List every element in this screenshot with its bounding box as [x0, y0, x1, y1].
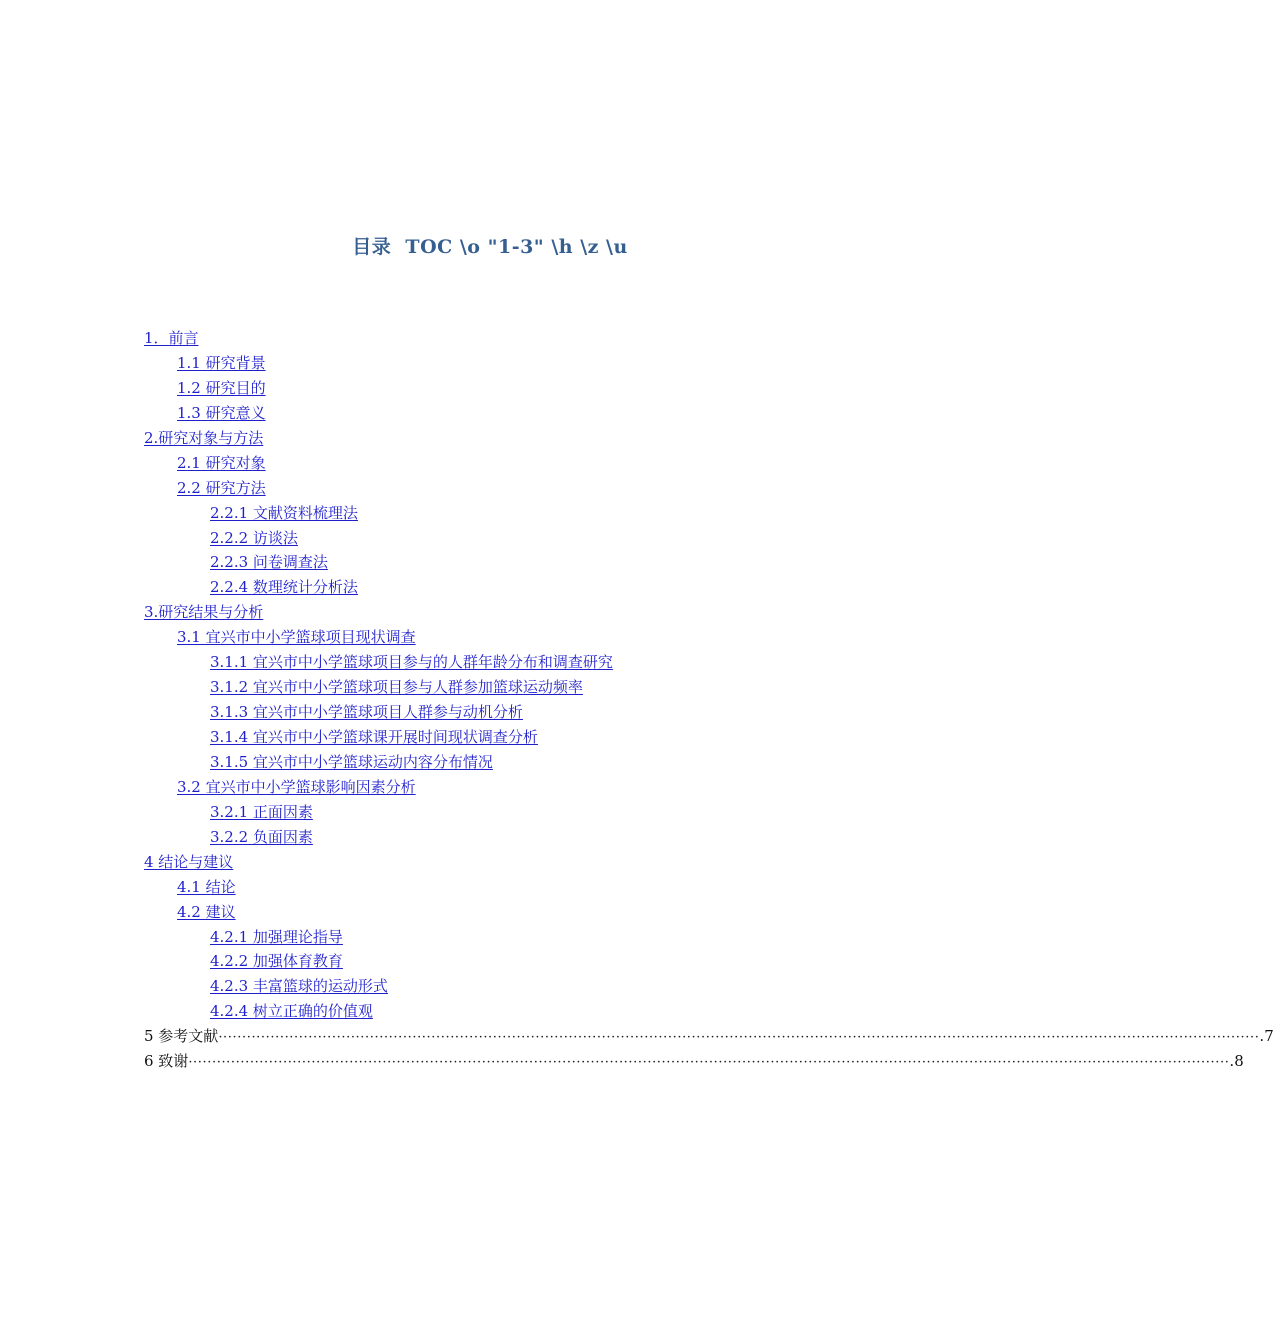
toc-entry[interactable] [144, 326, 806, 351]
toc-entry[interactable] [144, 900, 806, 925]
toc-entry-link[interactable]: 3.1.5 宜兴市中小学篮球运动内容分布情况 [210, 752, 493, 771]
toc-entry-link[interactable]: 3.1.2 宜兴市中小学篮球项目参与人群参加篮球运动频率 [210, 678, 583, 697]
toc-entry[interactable] [144, 575, 806, 600]
toc-entry-link[interactable]: 2.2 研究方法 [177, 478, 266, 497]
toc-entry-row [144, 1049, 1244, 1075]
toc-entry[interactable] [144, 600, 806, 625]
toc-entry[interactable] [144, 999, 806, 1024]
dot-leader: ···························································································································································································································· [218, 1030, 1260, 1046]
toc-entry-link[interactable]: 2.2.2 访谈法 [210, 528, 298, 547]
toc-entry-link[interactable]: 4 结论与建议 [144, 852, 234, 871]
toc-entry-link[interactable]: 4.1 结论 [177, 877, 236, 896]
toc-entry[interactable] [144, 650, 806, 675]
toc-entry[interactable] [144, 476, 806, 501]
toc-entry[interactable] [144, 974, 806, 999]
toc-entry[interactable] [144, 725, 806, 750]
toc-entry-link[interactable]: 4.2.2 加强体育教育 [210, 952, 343, 971]
toc-entry-link[interactable]: 3.2.2 负面因素 [210, 827, 313, 846]
toc-entry[interactable] [144, 875, 806, 900]
toc-entry[interactable] [144, 426, 806, 451]
toc-entry[interactable] [144, 949, 806, 974]
toc-page-number: .7 [1259, 1027, 1274, 1046]
toc-entry-link[interactable]: 1.2 研究目的 [177, 378, 266, 397]
toc-entry[interactable] [144, 825, 806, 850]
toc-entry-link[interactable]: 4.2.3 丰富篮球的运动形式 [210, 977, 388, 996]
toc-entry-link[interactable]: 1.3 研究意义 [177, 403, 266, 422]
toc-entry [144, 1024, 1274, 1049]
toc-entry[interactable] [144, 775, 806, 800]
toc-entry[interactable] [144, 625, 806, 650]
toc-entry[interactable] [144, 526, 806, 551]
table-of-contents [144, 326, 1274, 1074]
toc-entry-link[interactable]: 2.1 研究对象 [177, 453, 266, 472]
toc-entry-label: 5 参考文献 [144, 1027, 219, 1046]
toc-entry-link[interactable]: 4.2 建议 [177, 902, 236, 921]
dot-leader: ···························································································································································································································· [188, 1055, 1230, 1071]
toc-entry-link[interactable]: 3.研究结果与分析 [144, 603, 264, 622]
toc-entry[interactable] [144, 351, 806, 376]
toc-entry[interactable] [144, 675, 806, 700]
toc-entry[interactable] [144, 700, 806, 725]
toc-entry-link[interactable]: 2.2.1 文献资料梳理法 [210, 503, 358, 522]
toc-entry-link[interactable]: 3.1 宜兴市中小学篮球项目现状调查 [177, 628, 416, 647]
toc-entry-link[interactable]: 3.2 宜兴市中小学篮球影响因素分析 [177, 777, 416, 796]
toc-entry-link[interactable]: 3.1.1 宜兴市中小学篮球项目参与的人群年龄分布和调查研究 [210, 653, 613, 672]
toc-entry-link[interactable]: 4.2.4 树立正确的价值观 [210, 1002, 373, 1021]
toc-entry-link[interactable]: 3.2.1 正面因素 [210, 802, 313, 821]
toc-page-number: .8 [1229, 1052, 1244, 1071]
toc-entry-link[interactable]: 1.1 研究背景 [177, 353, 266, 372]
toc-entry[interactable] [144, 401, 806, 426]
toc-entry-link[interactable]: 2.研究对象与方法 [144, 428, 264, 447]
toc-entry[interactable] [144, 750, 806, 775]
toc-entry[interactable] [144, 550, 806, 575]
toc-entry-label: 6 致谢 [144, 1052, 189, 1071]
toc-entry[interactable] [144, 925, 806, 950]
toc-title: 目录 TOC \o "1-3" \h \z \u [352, 236, 628, 258]
toc-entry[interactable] [144, 501, 806, 526]
toc-entry[interactable] [144, 376, 806, 401]
toc-entry-link[interactable]: 2.2.4 数理统计分析法 [210, 578, 358, 597]
toc-entry[interactable] [144, 800, 806, 825]
toc-entry-link[interactable]: 3.1.3 宜兴市中小学篮球项目人群参与动机分析 [210, 703, 523, 722]
toc-entry-row [144, 1024, 1274, 1050]
toc-entry-link[interactable]: 1．前言 [144, 329, 199, 347]
toc-entry[interactable] [144, 451, 806, 476]
toc-entry-link[interactable]: 3.1.4 宜兴市中小学篮球课开展时间现状调查分析 [210, 728, 538, 746]
toc-entry [144, 1049, 1244, 1074]
toc-entry-link[interactable]: 4.2.1 加强理论指导 [210, 927, 343, 946]
toc-entry-link[interactable]: 2.2.3 问卷调查法 [210, 553, 328, 572]
toc-entry[interactable] [144, 850, 806, 875]
